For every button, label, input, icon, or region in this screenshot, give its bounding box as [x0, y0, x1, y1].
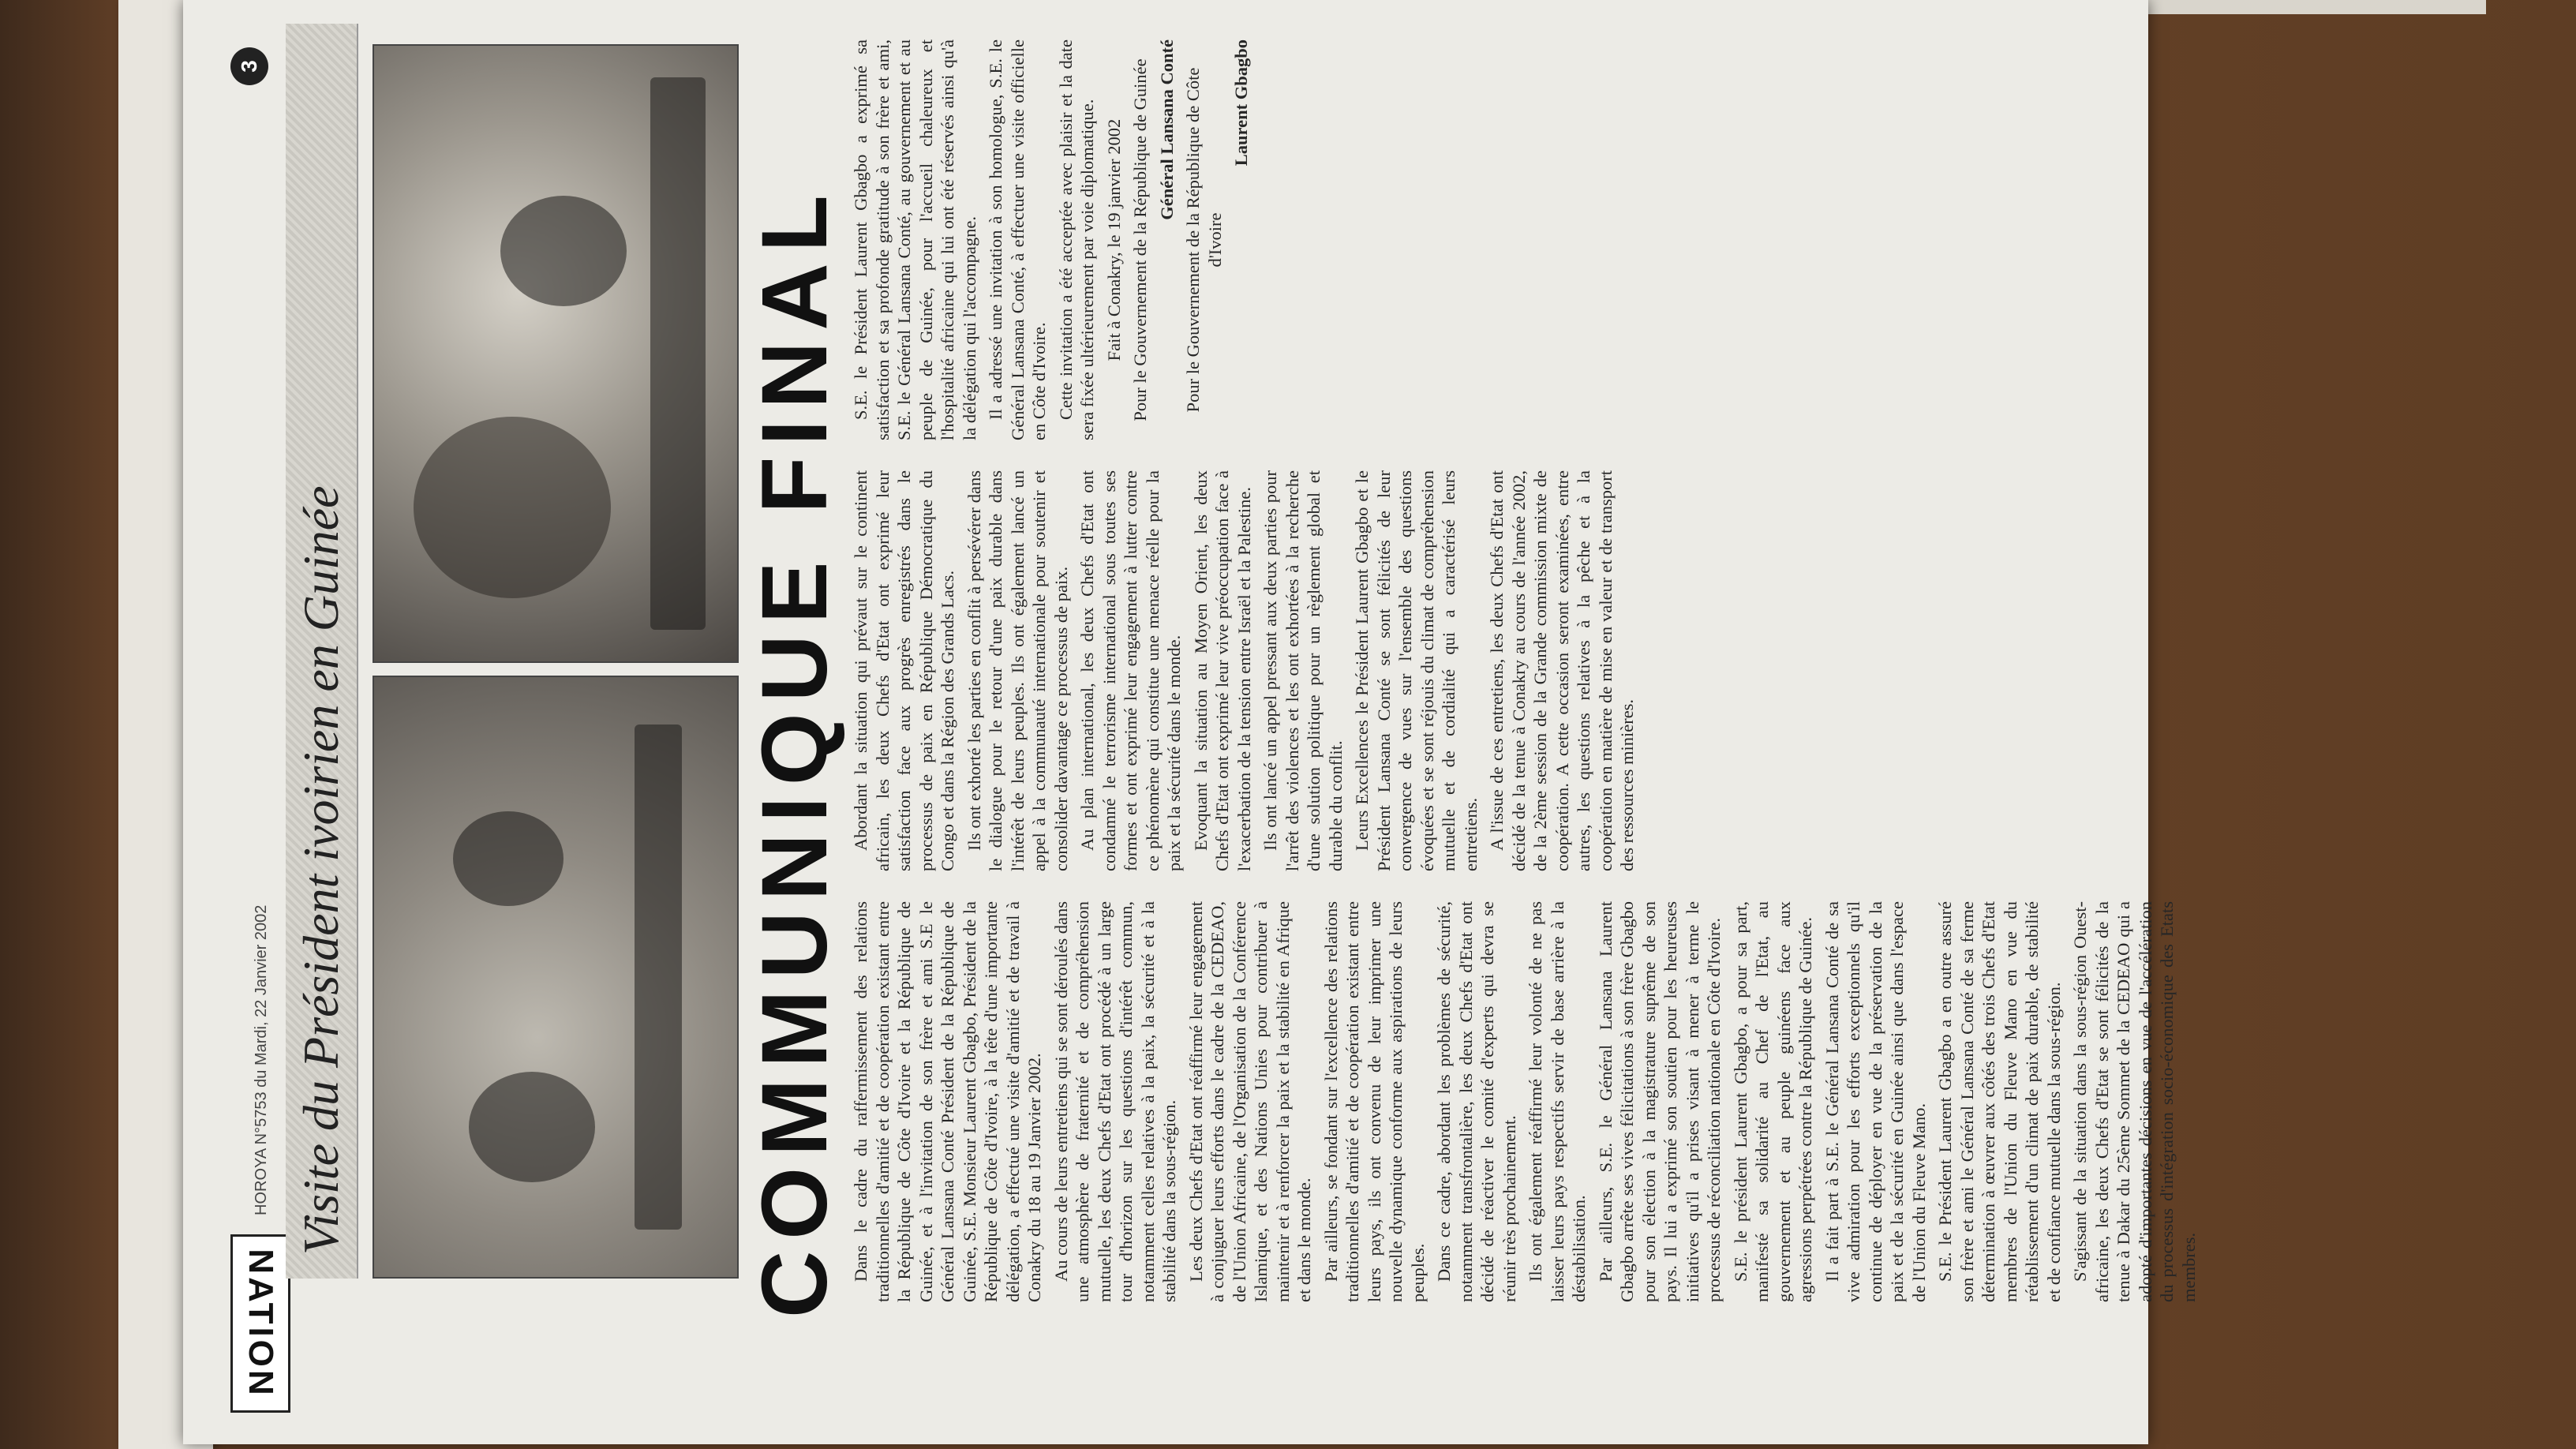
photo-right: [373, 44, 739, 663]
paragraph: Dans le cadre du raffermissement des relations traditionnelles d'amitié et de coopération existant entre la République de Côte d'Ivoire et la République de Guinée, et à l'invitation de son frère et ami S.E le Général Lansana Conté Président de la République de Guinée, S.E. Monsieur Laurent Gbagbo, Président de la République de Côte d'Ivoire, à la tête d'une importante délégation, a effectué une visite d'amitié et de travail à Conakry du 18 au 19 Janvier 2002.: [851, 901, 1044, 1302]
paragraph: S.E. le président Laurent Gbagbo, a pour sa part, manifesté sa solidarité au Chef de l'Etat, au gouvernement et au peuple guinéens face aux agressions perpétrées contre la République de Guinée.: [1730, 901, 1815, 1302]
column-1: [850, 901, 2199, 1302]
paragraph: Ils ont également réaffirmé leur volonté de ne pas laisser leurs pays respectifs servir de base arrière à la déstabilisation.: [1526, 901, 1589, 1302]
headline-bar: [286, 24, 358, 1279]
column-3: [850, 39, 2113, 440]
signature-place-date: Fait à Conakry, le 19 janvier 2002: [1103, 118, 1124, 361]
paragraph: S'agissant de la situation dans la sous-région Ouest-africaine, les deux Chefs d'Etat se sont félicités de la tenue à Dakar du 25ème Sommet de la CEDEAO qui a adopté d'importantes décisions en vue de l'accélération du processus d'intégration socio-économique des Etats membres.: [2070, 901, 2199, 1302]
paragraph: Au cours de leurs entretiens qui se sont déroulés dans une atmosphère de fraternité et de compréhension mutuelle, les deux Chefs d'Etat ont procédé à un large tour d'horizon sur les questions d'intérêt commun, notamment celles relatives à la paix, la sécurité et à la stabilité dans la sous-région.: [1050, 901, 1179, 1302]
masthead-nation: NATION: [230, 1234, 290, 1413]
headline: Visite du Président ivoirien en Guinée: [293, 485, 349, 1255]
newspaper-sheet: [183, 0, 2199, 1444]
running-head: HOROYA N°5753 du Mardi, 22 Janvier 2002: [253, 904, 270, 1215]
paragraph: S.E. le Président Laurent Gbagbo a exprimé sa satisfaction et sa profonde gratitude à son frère et ami, S.E. le Général Lansana Conté, au gouvernement et au peuple de Guinée, pour l'accueil chaleureux et l'hospitalité africaine qui lui ont été réservés ainsi qu'à la délégation qui l'accompagne.: [851, 39, 979, 440]
newspaper-page: [183, 0, 2199, 1444]
paragraph: Ils ont exhorté les parties en conflit à persévérer dans le dialogue pour le retour d'une paix durable dans l'intérêt de leurs peuples. Ils ont également lancé un appel à la communauté internationale pour soutenir et consolider davantage ce processus de paix.: [964, 470, 1071, 871]
paragraph: Ils ont lancé un appel pressant aux deux parties pour l'arrêt des violences et les ont exhortées à la recherche d'une solution politique pour un règlement global et durable du conflit.: [1260, 470, 1346, 871]
paragraph: Cette invitation a été acceptée avec plaisir et la date sera fixée ultérieurement par voie diplomatique.: [1055, 39, 1097, 440]
paragraph: Leurs Excellences le Président Laurent Gbagbo et le Président Lansana Conté se sont félicités de leur convergence de vues sur l'ensemble des questions évoquées et se sont réjouis du climat de compréhension mutuelle et de cordialité qui a caractérisé leurs entretiens.: [1352, 470, 1481, 871]
signature-ivory-name: Laurent Gbagbo: [1231, 39, 1251, 167]
paper-corner-2: [2131, 0, 2486, 14]
signature-for-ivory-coast: Pour le Gouvernement de la République de Côte d'Ivoire: [1183, 67, 1225, 413]
section-title: COMMUNIQUE FINAL: [743, 184, 847, 1318]
paragraph: S.E. le Président Laurent Gbagbo a en outre assuré son frère et ami le Général Lansana Conté de sa ferme détermination à œuvrer aux côtés des trois Chefs d'Etat membres de l'Union du Fleuve Mano en vue du rétablissement d'un climat de paix durable, de stabilité et de confiance mutuelle dans la sous-région.: [1935, 901, 2064, 1302]
article-columns: [850, 39, 2199, 1302]
page-number: 3: [230, 47, 268, 85]
paragraph: A l'issue de ces entretiens, les deux Chefs d'Etat ont décidé de la tenue à Conakry au cours de l'année 2002, de la 2ème session de la Grande commission mixte de coopération. A cette occasion seront examinées, entre autres, les questions relatives à la pêche et à la coopération en matière de mise en valeur et de transport des ressources minières.: [1487, 470, 1637, 871]
paragraph: Par ailleurs, se fondant sur l'excellence des relations traditionnelles d'amitié et de coopération existant entre leurs pays, ils ont convenu de leur imprimer une nouvelle dynamique conforme aux aspirations de leurs peuples.: [1320, 901, 1428, 1302]
paragraph: Evoquant la situation au Moyen Orient, les deux Chefs d'Etat ont exprimé leur vive préoccupation face à l'exacerbation de la tension entre Israël et la Palestine.: [1190, 470, 1254, 871]
paragraph: Abordant la situation qui prévaut sur le continent africain, les deux Chefs d'Etat ont exprimé leur satisfaction face aux progrès enregistrés dans le processus de paix en République Démocratique du Congo et dans la Région des Grands Lacs.: [851, 470, 957, 871]
signature-guinea-name: Général Lansana Conté: [1156, 39, 1177, 220]
paragraph: Il a fait part à S.E. le Général Lansana Conté de sa vive admiration pour les efforts exceptionnels qu'il continue de déployer en vue de la préservation de la paix et de la sécurité en Guinée ainsi que dans l'espace de l'Union du Fleuve Mano.: [1822, 901, 1929, 1302]
paragraph: Par ailleurs, S.E. le Général Lansana Laurent Gbagbo arrête ses vives félicitations à son frère Gbagbo pour son élection à la magistrature suprême de son pays. Il lui a exprimé son soutien pour les heureuses initiatives qu'il a prises visant à mener à terme le processus de réconciliation nationale en Côte d'Ivoire.: [1595, 901, 1724, 1302]
signature-for-guinea: Pour le Gouvernement de la République de Guinée: [1130, 58, 1150, 421]
photo-left: [373, 676, 739, 1279]
paragraph: Dans ce cadre, abordant les problèmes de sécurité, notamment transfrontalière, les deux Chefs d'Etat ont décidé de réactiver le comité d'experts qui devra se réunir très prochainement.: [1434, 901, 1519, 1302]
column-2: [850, 470, 2113, 871]
paragraph: Les deux Chefs d'Etat ont réaffirmé leur engagement à conjuguer leurs efforts dans le cadre de la CEDEAO, de l'Union Africaine, de l'Organisation de la Conférence Islamique, et des Nations Unies pour contribuer à maintenir et à renforcer la paix et la stabilité en Afrique et dans le monde.: [1185, 901, 1314, 1302]
paragraph: Au plan international, les deux Chefs d'Etat ont condamné le terrorisme international sous toutes ses formes et ont exprimé leur engagement à lutter contre ce phénomène qui constitue une menace réelle pour la paix et la sécurité dans le monde.: [1077, 470, 1184, 871]
paragraph: Il a adressé une invitation à son homologue, S.E. le Général Lansana Conté, à effectuer une visite officielle en Côte d'Ivoire.: [986, 39, 1049, 440]
